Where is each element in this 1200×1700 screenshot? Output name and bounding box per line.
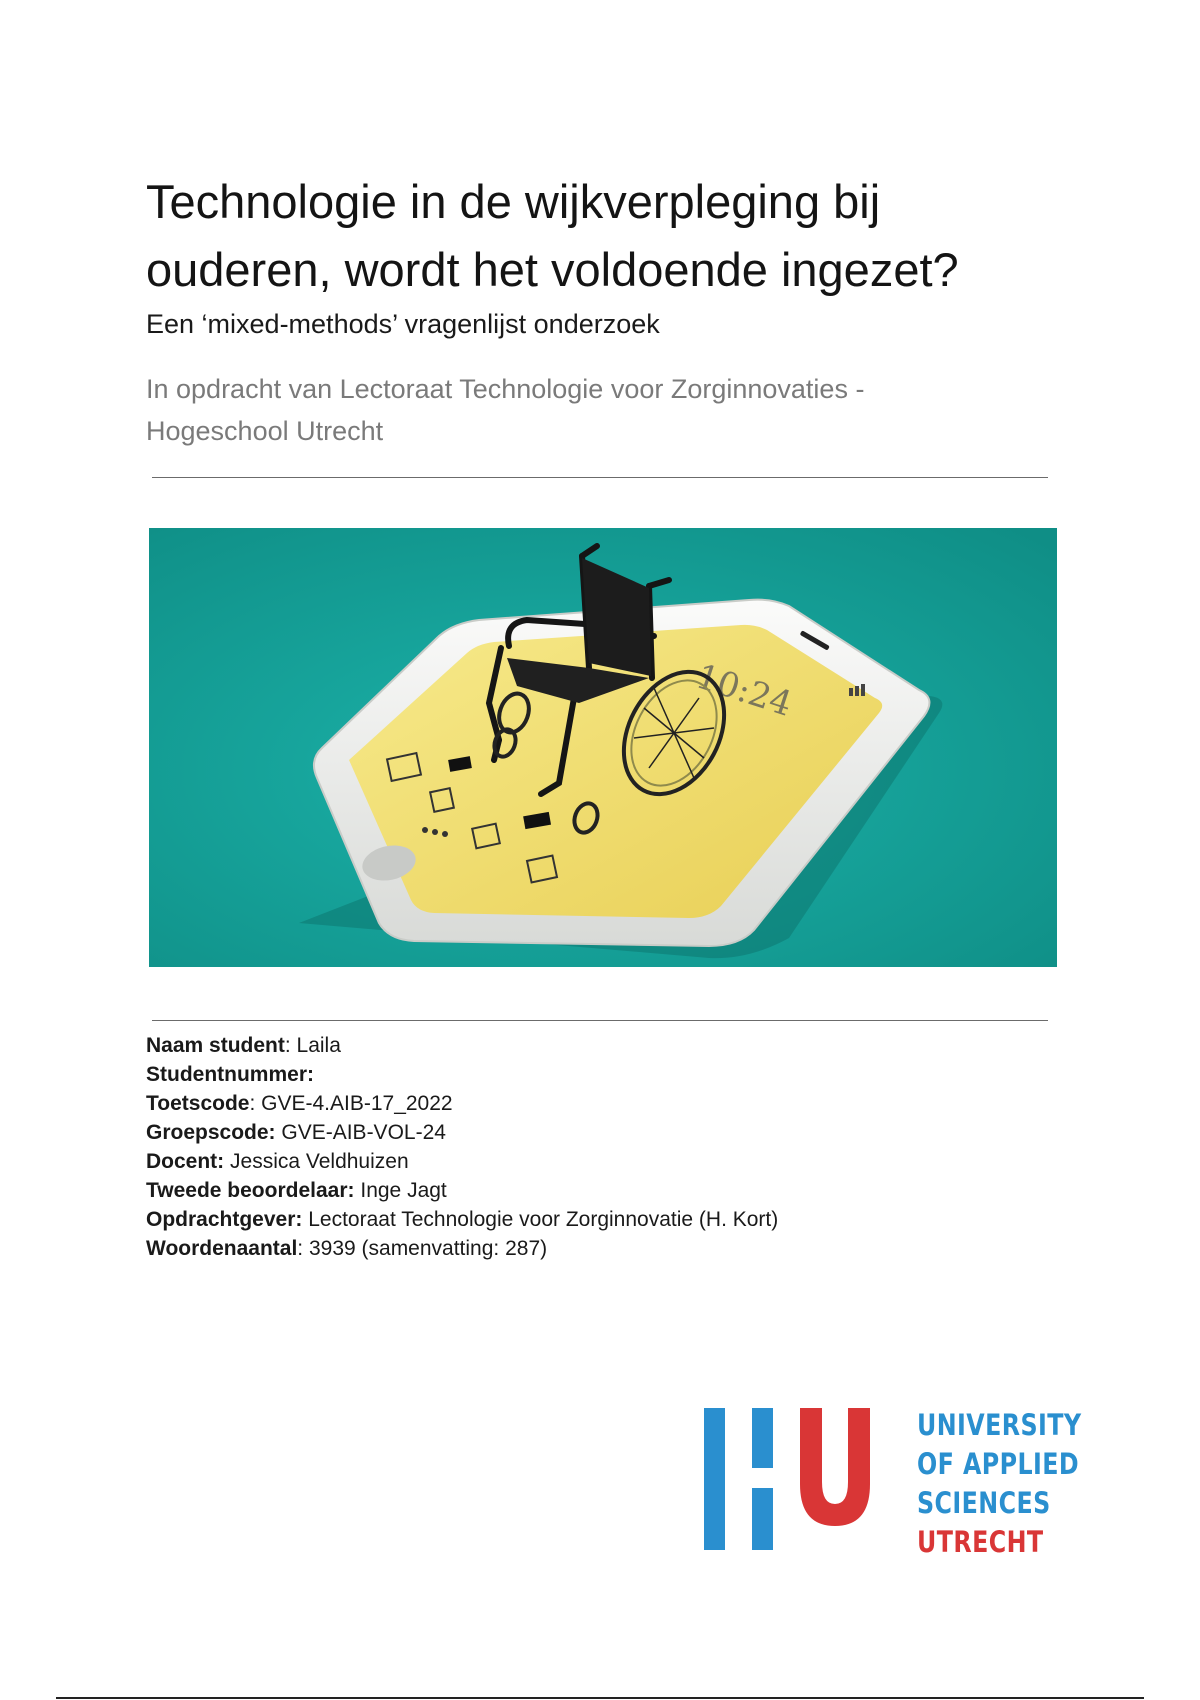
meta-label: Tweede beoordelaar: xyxy=(146,1179,355,1202)
logo-line-4: UTRECHT xyxy=(917,1525,1044,1559)
logo-line-1: UNIVERSITY xyxy=(917,1408,1082,1442)
meta-value: GVE-AIB-VOL-24 xyxy=(281,1121,446,1144)
meta-row-test-code xyxy=(146,1089,778,1118)
hu-logo-wordmark xyxy=(917,1406,1082,1562)
title-line-1: Technologie in de wijkverpleging bij xyxy=(146,175,881,228)
meta-label: Docent: xyxy=(146,1150,225,1173)
meta-label: Groepscode: xyxy=(146,1121,276,1144)
meta-row-student-number xyxy=(146,1060,778,1089)
student-details xyxy=(146,1031,778,1263)
meta-row-group-code xyxy=(146,1118,778,1147)
meta-value: 3939 (samenvatting: 287) xyxy=(308,1237,548,1260)
meta-label: Toetscode xyxy=(146,1092,250,1115)
commissioned-by xyxy=(146,368,1046,452)
commission-line-1: In opdracht van Lectoraat Technologie voor Zorginnovaties - xyxy=(146,374,865,404)
meta-label: Woordenaantal xyxy=(146,1237,298,1260)
meta-row-word-count xyxy=(146,1234,778,1263)
phone-clock-text: 10:24 xyxy=(691,656,797,725)
meta-value: Jessica Veldhuizen xyxy=(230,1150,409,1173)
meta-label: Opdrachtgever: xyxy=(146,1208,303,1231)
divider-bottom xyxy=(56,1697,1144,1699)
meta-separator: : xyxy=(249,1092,262,1115)
document-title xyxy=(146,168,1106,304)
meta-value: Laila xyxy=(296,1034,341,1057)
meta-label: Studentnummer: xyxy=(146,1063,314,1086)
divider-top xyxy=(152,477,1048,478)
meta-row-client xyxy=(146,1205,778,1234)
hu-university-logo xyxy=(700,1404,1082,1559)
meta-label: Naam student xyxy=(146,1034,285,1057)
meta-value: Inge Jagt xyxy=(360,1179,447,1202)
meta-row-student-name xyxy=(146,1031,778,1060)
meta-separator: : xyxy=(284,1034,297,1057)
hu-logo-mark xyxy=(700,1404,872,1554)
meta-separator: : xyxy=(297,1237,309,1260)
cover-image-wheelchair-on-phone xyxy=(149,528,1057,967)
divider-middle xyxy=(152,1020,1048,1021)
document-subtitle: Een ‘mixed-methods’ vragenlijst onderzoek xyxy=(146,309,660,339)
logo-line-2: OF APPLIED xyxy=(917,1447,1080,1481)
meta-row-teacher xyxy=(146,1147,778,1176)
logo-line-3: SCIENCES xyxy=(917,1486,1051,1520)
meta-row-second-assessor xyxy=(146,1176,778,1205)
commission-line-2: Hogeschool Utrecht xyxy=(146,416,384,446)
meta-value: GVE-4.AIB-17_2022 xyxy=(261,1092,453,1115)
meta-value: Lectoraat Technologie voor Zorginnovatie (H. Kort) xyxy=(308,1208,779,1231)
title-line-2: ouderen, wordt het voldoende ingezet? xyxy=(146,243,959,296)
